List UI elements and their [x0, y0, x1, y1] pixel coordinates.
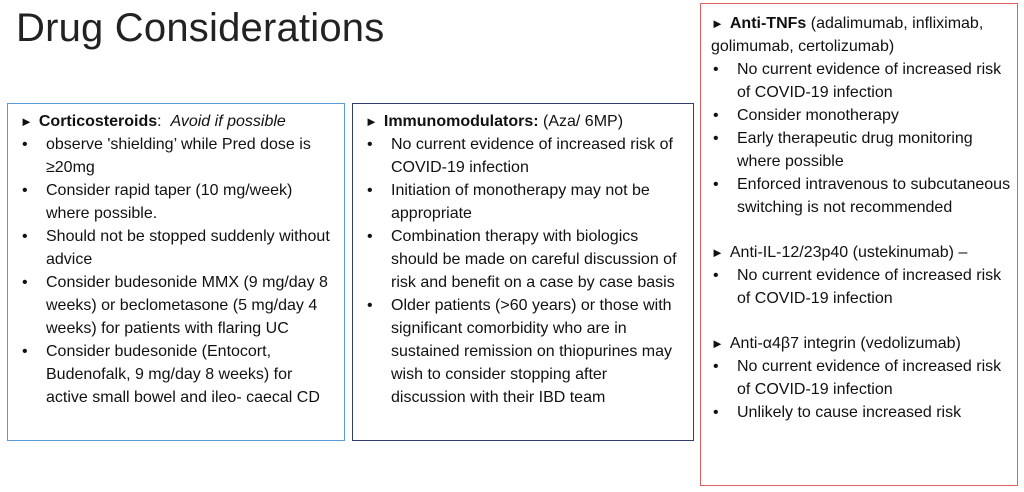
corticosteroids-panel: [7, 103, 345, 441]
triangle-bullet-icon: ►: [365, 114, 378, 129]
anti-tnf-note: (adalimumab, infliximab, golimumab, certolizumab): [711, 15, 984, 55]
list-item: • No current evidence of increased risk of COVID-19 infection: [711, 58, 1011, 104]
list-item: • Initiation of monotherapy may not be appropriate: [365, 179, 685, 225]
anti-il-heading: [711, 241, 1011, 264]
list-item: • Consider budesonide MMX (9 mg/day 8 weeks) or beclometasone (5 mg/day 4 weeks) for patients with flaring UC: [20, 271, 336, 340]
anti-il-list: [711, 264, 1011, 310]
anti-tnf-list: [711, 58, 1011, 219]
triangle-bullet-icon: ►: [711, 16, 724, 31]
list-item: • Older patients (>60 years) or those with significant comorbidity who are in sustained remission on thiopurines may wish to consider stopping after discussion with their IBD team: [365, 294, 685, 409]
list-item: • Consider budesonide (Entocort, Budenofalk, 9 mg/day 8 weeks) for active small bowel and ileo- caecal CD: [20, 340, 336, 409]
triangle-bullet-icon: ►: [711, 336, 724, 351]
list-item: • Combination therapy with biologics should be made on careful discussion of risk and benefit on a case by case basis: [365, 225, 685, 294]
corticosteroids-title: Corticosteroids: [38, 113, 158, 130]
immunomodulators-title: Immunomodulators:: [383, 113, 539, 130]
corticosteroids-note: Avoid if possible: [170, 113, 286, 130]
triangle-bullet-icon: ►: [20, 114, 33, 129]
list-item: • No current evidence of increased risk of COVID-19 infection: [365, 133, 685, 179]
anti-a4b7-list: [711, 355, 1011, 424]
anti-tnf-title: Anti-TNFs: [729, 15, 807, 32]
immunomodulators-list: [365, 133, 685, 409]
immunomodulators-panel: [352, 103, 694, 441]
anti-tnf-heading: [711, 12, 1011, 58]
list-item: • Enforced intravenous to subcutaneous switching is not recommended: [711, 173, 1011, 219]
list-item: • Unlikely to cause increased risk: [711, 401, 1011, 424]
list-item: • observe 'shielding’ while Pred dose is ≥20mg: [20, 133, 336, 179]
list-item: • Consider rapid taper (10 mg/week) where possible.: [20, 179, 336, 225]
spacer: [711, 310, 1011, 332]
immunomodulators-heading: [365, 110, 685, 133]
triangle-bullet-icon: ►: [711, 245, 724, 260]
anti-il-title: Anti-IL-12/23p40 (ustekinumab) –: [729, 244, 968, 261]
page-title: Drug Considerations: [16, 6, 385, 50]
spacer: [711, 219, 1011, 241]
list-item: • Should not be stopped suddenly without advice: [20, 225, 336, 271]
list-item: • Early therapeutic drug monitoring where possible: [711, 127, 1011, 173]
immunomodulators-note: (Aza/ 6MP): [543, 113, 624, 130]
list-item: • Consider monotherapy: [711, 104, 1011, 127]
list-item: • No current evidence of increased risk of COVID-19 infection: [711, 264, 1011, 310]
biologics-panel: [700, 3, 1018, 486]
anti-a4b7-heading: [711, 332, 1011, 355]
corticosteroids-heading: ► Corticosteroids: Avoid if possible: [20, 113, 286, 130]
list-item: • No current evidence of increased risk of COVID-19 infection: [711, 355, 1011, 401]
anti-a4b7-title: Anti-α4β7 integrin (vedolizumab): [729, 335, 961, 352]
corticosteroids-list: [20, 133, 336, 409]
